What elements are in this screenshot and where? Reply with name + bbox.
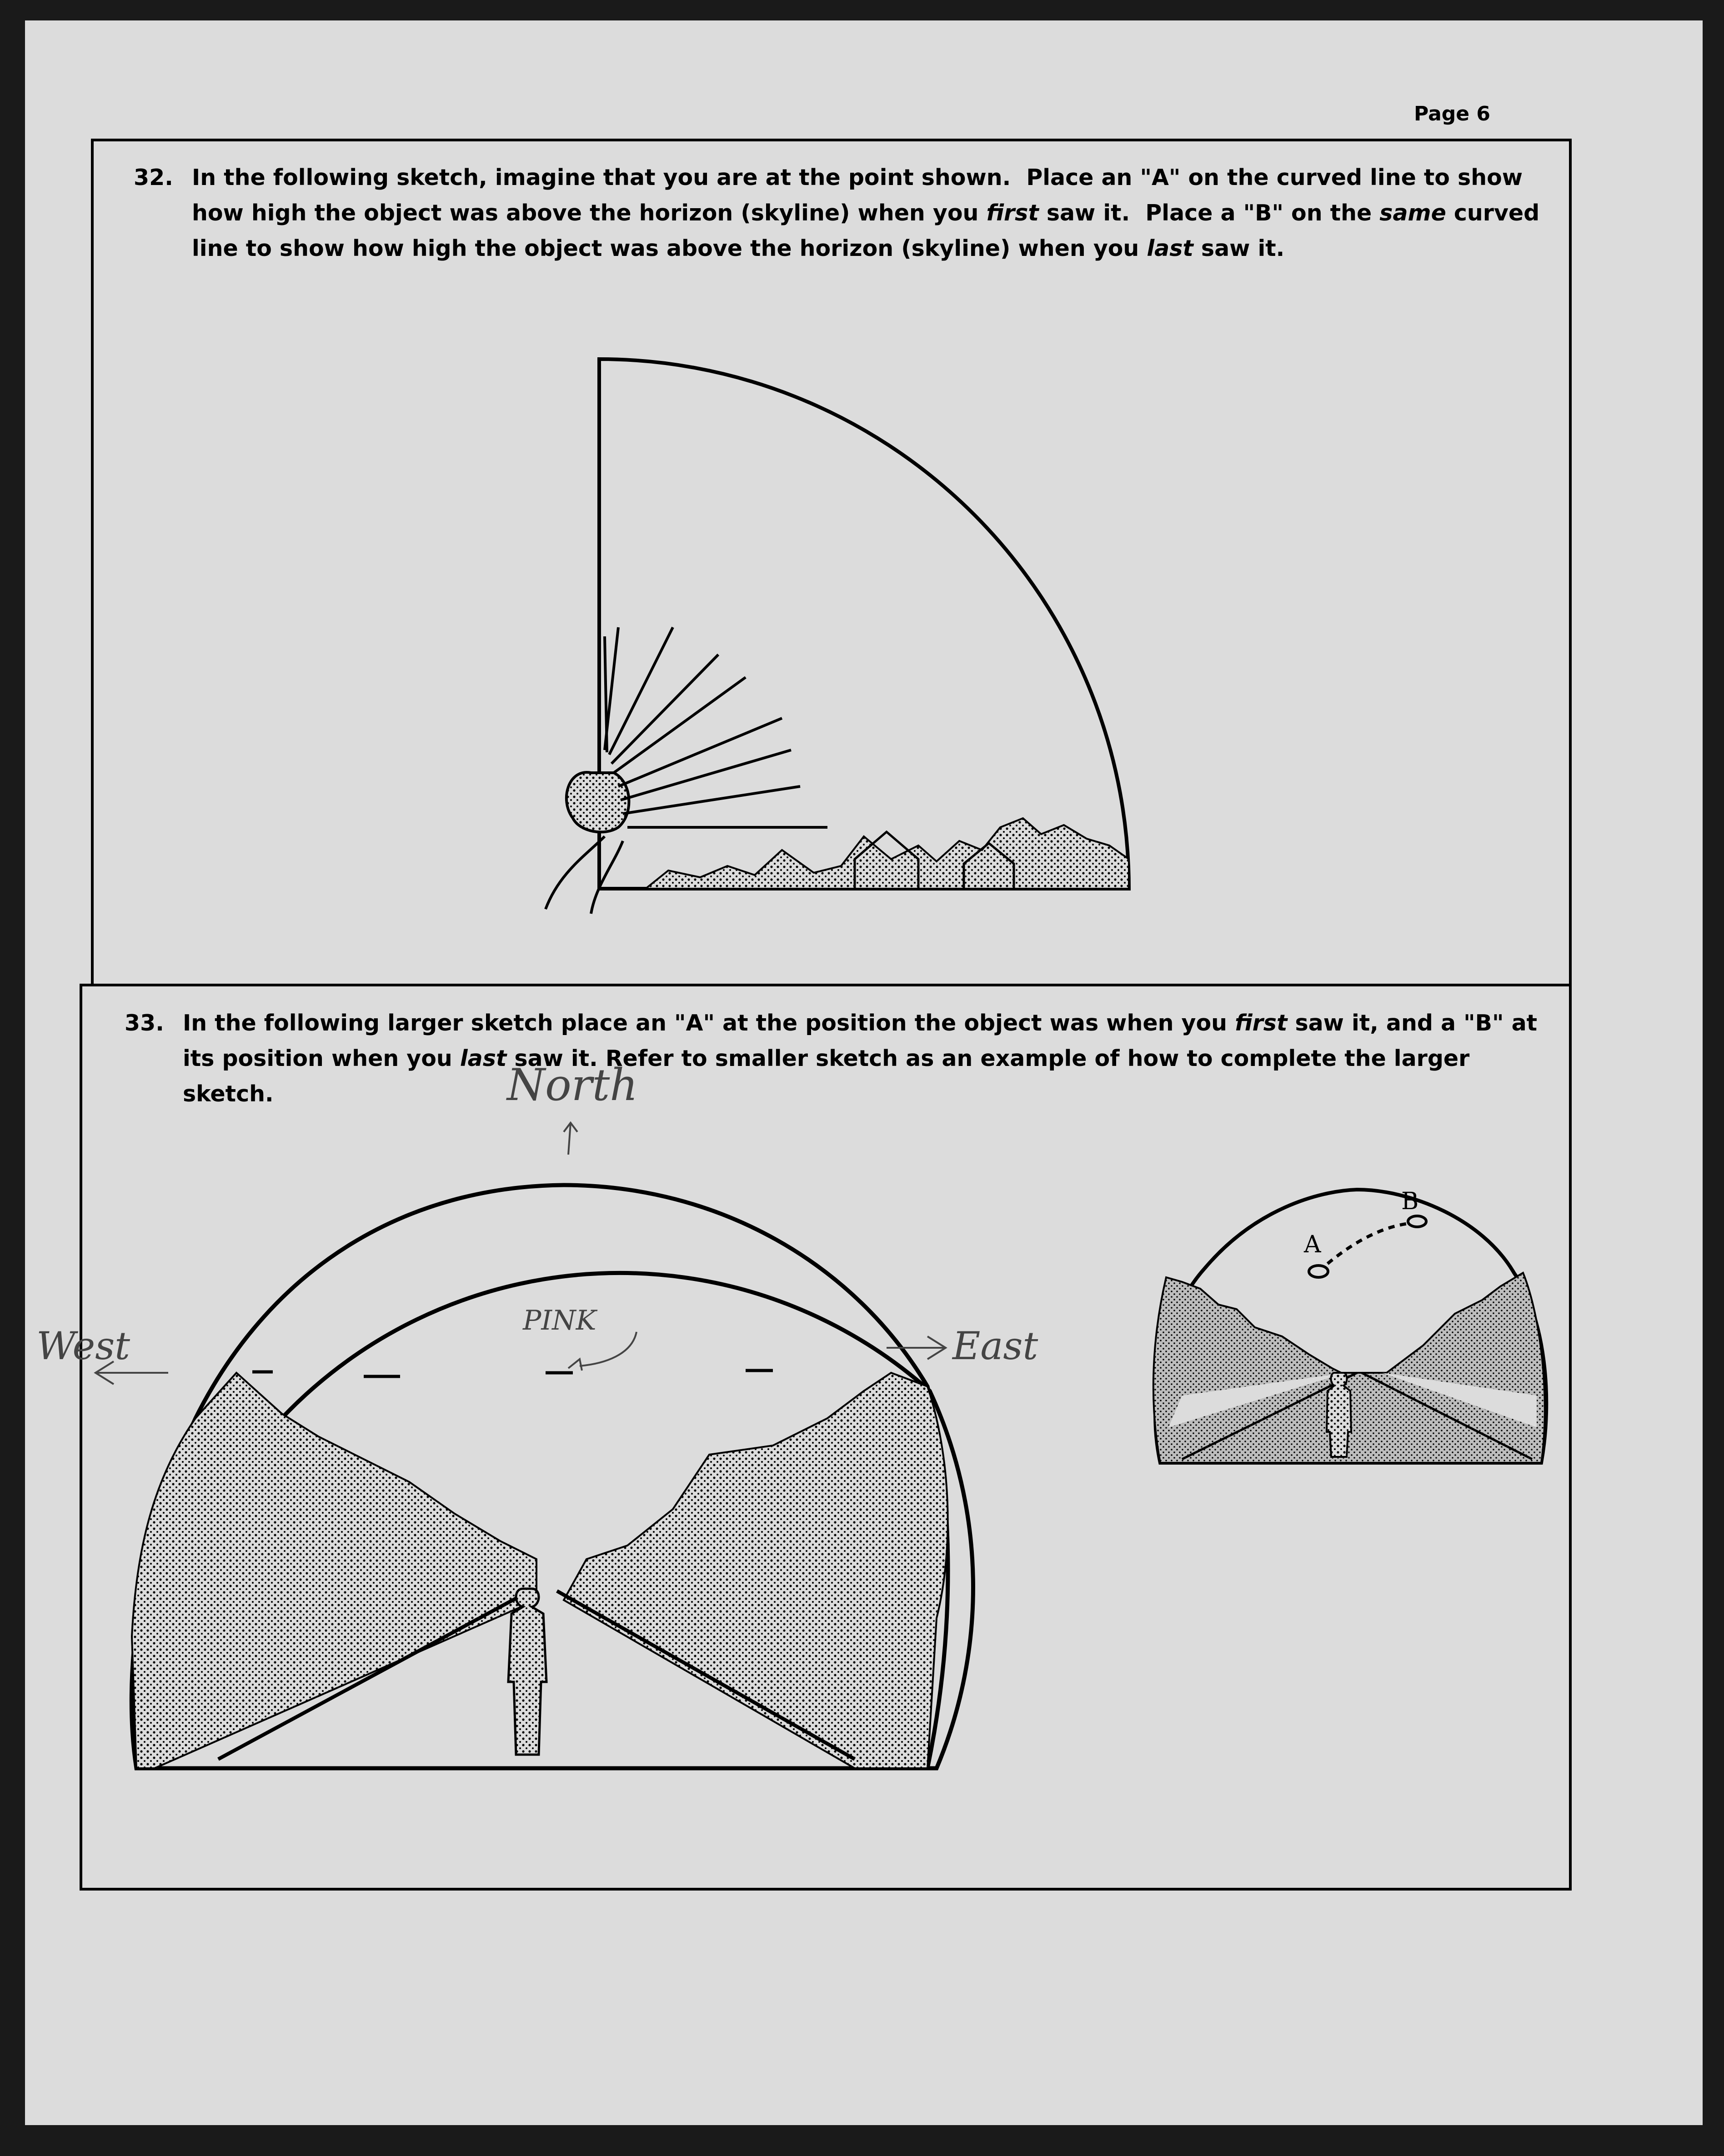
q32-sentence-2a: Place an "A" on the curved line to show how high the object was above the horizon (skyline) when you bbox=[192, 165, 1523, 226]
example-marker-b bbox=[1408, 1216, 1426, 1227]
page-number: Page 6 bbox=[1414, 102, 1491, 125]
question-33-number: 33. bbox=[125, 1010, 164, 1036]
north-annotation: North bbox=[507, 1060, 638, 1111]
example-label-a: A bbox=[1304, 1231, 1321, 1258]
q32-sentence-1: In the following sketch, imagine that you are at the point shown. bbox=[192, 165, 1011, 190]
q32-sentence-3a: Place a "B" on the bbox=[1145, 200, 1372, 226]
q32-first-emphasis: first bbox=[986, 200, 1039, 226]
q33-text-3: saw it, and a "B" at its position when you bbox=[183, 1010, 1538, 1071]
q32-same-emphasis: same bbox=[1379, 200, 1446, 226]
q33-first-emphasis: first bbox=[1235, 1010, 1288, 1036]
example-marker-a bbox=[1309, 1266, 1328, 1277]
q33-text-1: In the following larger sketch place an "A" at the position the object was when you bbox=[183, 1010, 1227, 1036]
question-32-number: 32. bbox=[134, 165, 173, 190]
pink-annotation: PINK bbox=[523, 1305, 596, 1336]
q33-last-emphasis: last bbox=[460, 1045, 507, 1071]
q32-sentence-3c: curved line to show how high the object was above the horizon (skyline) when you bbox=[192, 200, 1540, 261]
q32-last-emphasis: last bbox=[1147, 235, 1193, 261]
example-label-b: B bbox=[1401, 1188, 1419, 1215]
west-annotation: West bbox=[36, 1324, 130, 1368]
q32-sentence-3e: saw it. bbox=[1201, 235, 1285, 261]
east-annotation: East bbox=[952, 1324, 1038, 1368]
q32-sentence-2c: saw it. bbox=[1046, 200, 1130, 226]
q33-text-5: saw it. Refer to smaller sketch as an example of how to complete the larger sketch. bbox=[183, 1045, 1470, 1107]
